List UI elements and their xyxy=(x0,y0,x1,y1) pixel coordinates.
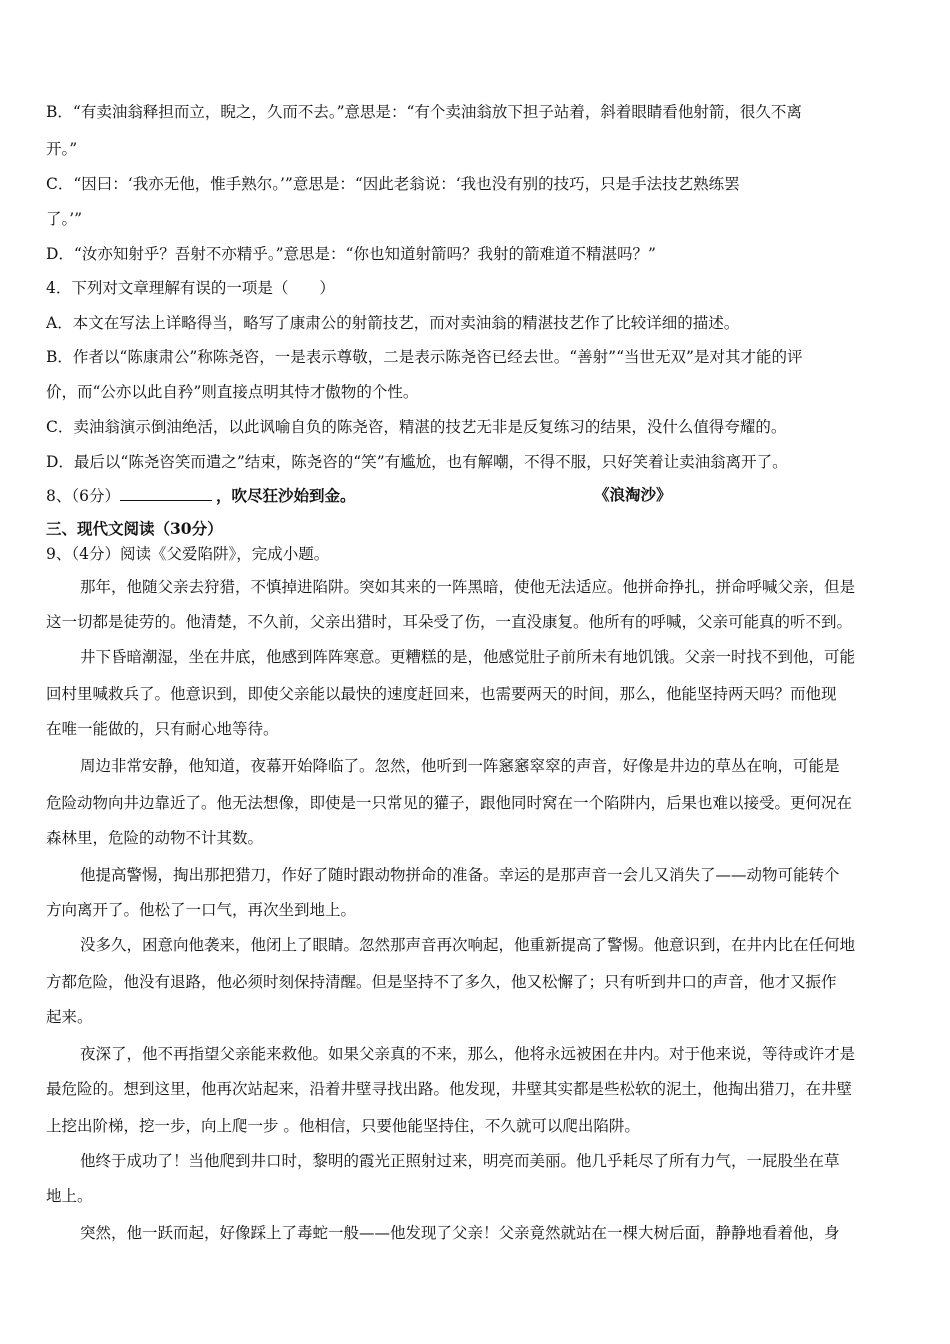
option-c-line2: 了。’” xyxy=(46,210,83,228)
question-8 xyxy=(46,484,908,507)
q4-option-c: C．卖油翁演示倒油绝活，以此讽喻自负的陈尧咨，精湛的技艺无非是反复练习的结果，没什么值得夸耀的。 xyxy=(46,418,787,436)
article-line: 起来。 xyxy=(46,1008,93,1026)
q8-fill-blank[interactable] xyxy=(120,484,212,501)
article-line: 森林里，危险的动物不计其数。 xyxy=(46,829,264,847)
article-line: 他提高警惕，掏出那把猎刀，作好了随时跟动物拼命的准备。幸运的是那声音一会儿又消失了——动物可能转个 xyxy=(80,866,840,884)
article-line: 上挖出阶梯，挖一步，向上爬一步 。他相信，只要他能坚持住，不久就可以爬出陷阱。 xyxy=(46,1117,640,1135)
article-line: 周边非常安静，他知道，夜幕开始降临了。忽然，他听到一阵窸窸窣窣的声音，好像是井边的草丛在响，可能是 xyxy=(80,757,840,775)
article-line: 回村里喊救兵了。他意识到，即使父亲能以最快的速度赶回来，也需要两天的时间，那么，他能坚持两天吗？而他现 xyxy=(46,685,837,703)
question-4: 4．下列对文章理解有误的一项是（ ） xyxy=(46,279,335,297)
article-line: 方都危险，他没有退路，他必须时刻保持清醒。但是坚持不了多久，他又松懈了；只有听到井口的声音，他才又振作 xyxy=(46,973,837,991)
q4-option-d: D．最后以“陈尧咨笑而遣之”结束，陈尧咨的“笑”有尴尬，也有解嘲，不得不服，只好笑着让卖油翁离开了。 xyxy=(46,453,788,471)
q8-source: 《浪淘沙》 xyxy=(594,485,672,504)
article-line: 突然，他一跃而起，好像踩上了毒蛇一般——他发现了父亲！父亲竟然就站在一棵大树后面，静静地看着他，身 xyxy=(80,1224,840,1242)
article-line: 那年，他随父亲去狩猎，不慎掉进陷阱。突如其来的一阵黑暗，使他无法适应。他拼命挣扎，拼命呼喊父亲，但是 xyxy=(80,578,856,596)
q4-option-b-line1: B．作者以“陈康肃公”称陈尧咨，一是表示尊敬，二是表示陈尧咨已经去世。“善射”“当世无双”是对其才能的评 xyxy=(46,348,803,366)
article-line: 他终于成功了！当他爬到井口时，黎明的霞光正照射过来，明亮而美丽。他几乎耗尽了所有力气，一屁股坐在草 xyxy=(80,1152,840,1170)
article-line: 地上。 xyxy=(46,1187,93,1205)
q4-option-a: A．本文在写法上详略得当，略写了康肃公的射箭技艺，而对卖油翁的精湛技艺作了比较详细的描述。 xyxy=(46,314,740,332)
article-line: 最危险的。想到这里，他再次站起来，沿着井壁寻找出路。他发现，井壁其实都是些松软的泥土，他掏出猎刀，在井壁 xyxy=(46,1080,853,1098)
option-b-line2: 开。” xyxy=(46,140,78,158)
article-line: 这一切都是徒劳的。他清楚，不久前，父亲出猎时，耳朵受了伤，一直没康复。他所有的呼喊，父亲可能真的听不到。 xyxy=(46,613,853,631)
option-d-line: D．“汝亦知射乎？吾射不亦精乎。”意思是：“你也知道射箭吗？我射的箭难道不精湛吗？” xyxy=(46,245,656,263)
article-line: 夜深了，他不再指望父亲能来救他。如果父亲真的不来，那么，他将永远被困在井内。对于他来说，等待或许才是 xyxy=(80,1045,856,1063)
article-line: 危险动物向井边靠近了。他无法想像，即使是一只常见的獾子，跟他同时窝在一个陷阱内，后果也难以接受。更何况在 xyxy=(46,794,853,812)
q8-text: ，吹尽狂沙始到金。 xyxy=(215,486,356,505)
option-c-line1: C．“因曰：‘我亦无他，惟手熟尔。’”意思是：“因此老翁说：‘我也没有别的技巧，只是手法技艺熟练罢 xyxy=(46,175,740,193)
q4-option-b-line2: 价，而“公亦以此自矜”则直接点明其恃才傲物的个性。 xyxy=(46,383,419,401)
question-9: 9、（4分）阅读《父爱陷阱》，完成小题。 xyxy=(46,545,330,563)
article-line: 方向离开了。他松了一口气，再次坐到地上。 xyxy=(46,901,357,919)
section-3-title: 三、现代文阅读（30分） xyxy=(46,519,223,538)
article-line: 没多久，困意向他袭来，他闭上了眼睛。忽然那声音再次响起，他重新提高了警惕。他意识到，在井内比在任何地 xyxy=(80,936,856,954)
q8-number: 8、（6分） xyxy=(46,487,120,505)
option-b-line1: B．“有卖油翁释担而立，睨之，久而不去。”意思是：“有个卖油翁放下担子站着，斜着眼睛看他射箭，很久不离 xyxy=(46,103,802,121)
article-line: 在唯一能做的，只有耐心地等待。 xyxy=(46,720,279,738)
article-line: 井下昏暗潮湿，坐在井底，他感到阵阵寒意。更糟糕的是，他感觉肚子前所未有地饥饿。父亲一时找不到他，可能 xyxy=(80,648,856,666)
